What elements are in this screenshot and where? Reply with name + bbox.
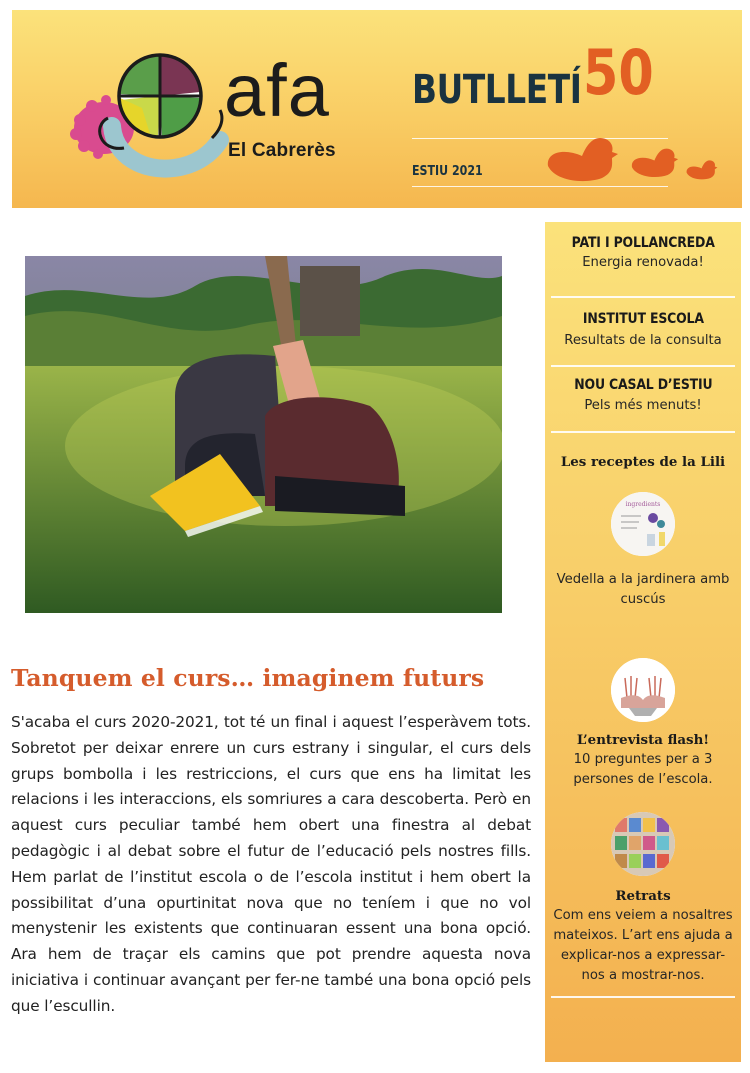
sidebar bbox=[545, 222, 741, 1062]
duck-small-icon bbox=[687, 160, 718, 179]
duck-medium-icon bbox=[632, 149, 678, 177]
portraits-thumbnail-icon[interactable] bbox=[611, 812, 675, 876]
sidebar-item-portraits[interactable] bbox=[545, 888, 741, 986]
sidebar-item-sub: Energia renovada! bbox=[582, 255, 704, 270]
portraits-sub-line3: explicar-nos a expressar- bbox=[560, 948, 726, 963]
svg-text:ingredients: ingredients bbox=[625, 501, 661, 508]
sidebar-item-sub: Resultats de la consulta bbox=[564, 333, 722, 348]
sidebar-divider bbox=[551, 431, 735, 433]
season-label: ESTIU 2021 bbox=[412, 164, 483, 179]
portraits-sub-line2: mateixos. L’art ens ajuda a bbox=[553, 928, 733, 943]
recipes-description bbox=[545, 570, 741, 610]
backpack-on-grass-photo bbox=[25, 256, 502, 613]
newsletter-header bbox=[12, 10, 742, 208]
article-headline: Tanquem el curs… imaginem futurs bbox=[11, 664, 485, 692]
ducks-group bbox=[542, 128, 722, 188]
interview-heading: L’entrevista flash! bbox=[576, 732, 710, 748]
recipes-sub-line1: Vedella a la jardinera amb bbox=[556, 572, 730, 587]
interview-sub-line1: 10 preguntes per a 3 bbox=[573, 752, 713, 767]
sidebar-item-recipes[interactable] bbox=[545, 454, 741, 470]
sidebar-divider bbox=[551, 365, 735, 367]
sidebar-divider bbox=[551, 296, 735, 298]
sidebar-item-casal[interactable] bbox=[545, 376, 741, 416]
sidebar-item-heading: INSTITUT ESCOLA bbox=[582, 311, 704, 327]
logo-subtitle: El Cabrerès bbox=[228, 140, 336, 161]
afa-logo bbox=[62, 48, 342, 188]
interview-sub-line2: persones de l’escola. bbox=[573, 772, 713, 787]
recipes-heading: Les receptes de la Lili bbox=[560, 454, 726, 470]
logo-word: afa bbox=[224, 49, 330, 132]
bulletin-title: BUTLLETÍ bbox=[412, 67, 582, 113]
logo-mark-icon bbox=[62, 48, 232, 188]
portraits-heading: Retrats bbox=[615, 888, 671, 904]
sidebar-item-institut[interactable] bbox=[545, 310, 741, 351]
interview-thumbnail-icon[interactable] bbox=[611, 658, 675, 722]
recipe-thumbnail-icon[interactable] bbox=[611, 492, 675, 556]
bulletin-number: 50 bbox=[583, 36, 654, 109]
sidebar-item-interview[interactable] bbox=[545, 732, 741, 790]
article-body: S'acaba el curs 2020-2021, tot té un final i aquest l’esperàvem tots. Sobretot per deixar enrere un curs estrany i singular, el curs dels grups bombolla i les restriccions, el curs que ens ha limitat les relacions i les interaccions, els somriures a cara descoberta. Però en aquest curs peculiar també hem obert una finestra al debat pedagògic i al debat sobre el futur de l’educació pels nostres fills. Hem parlat de l’institut escola o de l’escola institut i hem obert la possibilitat d’una opurtinitat nova que no teníem i que no vol menystenir les existents que continuaran essent una bona opció. Ara hem de traçar els camins que pot prendre aquesta nova iniciativa i continuar avançant per fer-ne també una bona opció pels que l’escullin. bbox=[11, 713, 531, 1015]
sidebar-item-heading: NOU CASAL D’ESTIU bbox=[573, 377, 713, 393]
sidebar-item-sub: Pels més menuts! bbox=[584, 398, 702, 413]
portraits-sub-line4: nos a mostrar-nos. bbox=[581, 968, 705, 983]
sidebar-divider bbox=[551, 996, 735, 998]
sidebar-item-pati[interactable] bbox=[545, 234, 741, 273]
sidebar-item-heading: PATI I POLLANCREDA bbox=[571, 235, 715, 251]
recipes-sub-line2: cuscús bbox=[620, 592, 666, 607]
duck-large-icon bbox=[548, 138, 618, 181]
portraits-sub-line1: Com ens veiem a nosaltres bbox=[553, 908, 733, 923]
